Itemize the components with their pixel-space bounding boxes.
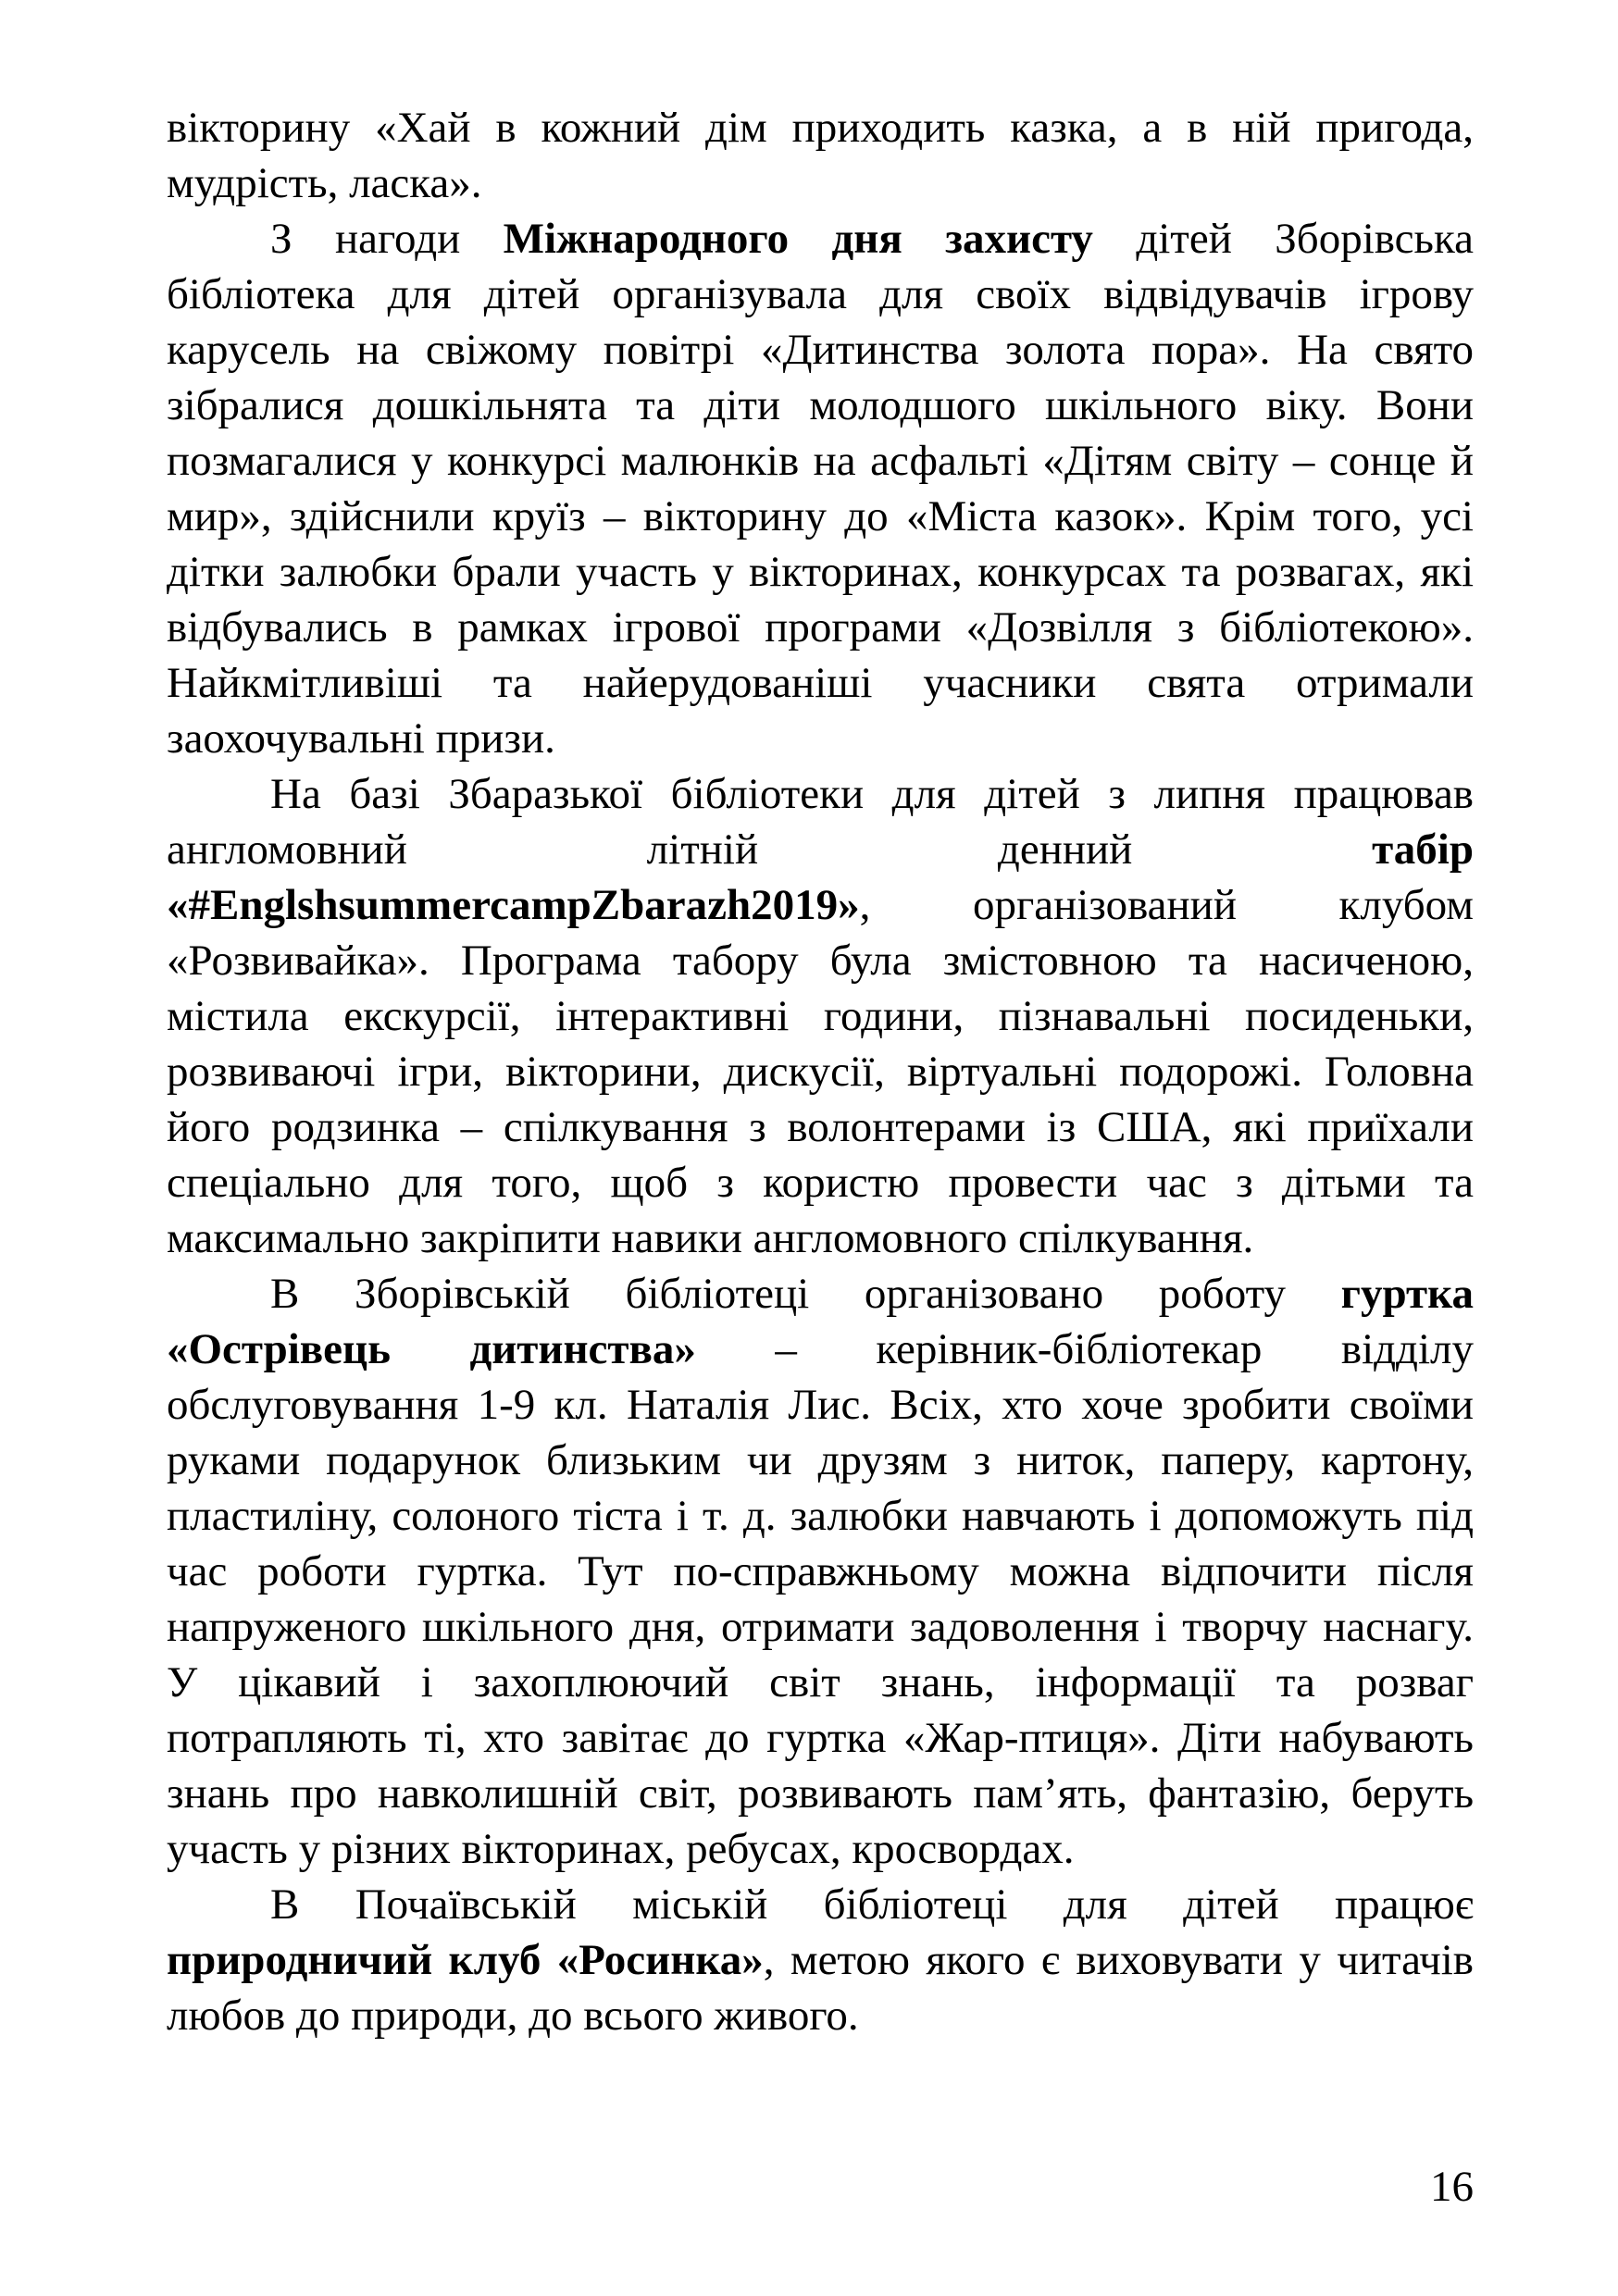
page-number: 16 — [1430, 2163, 1474, 2211]
paragraph-english-summer-camp — [167, 766, 1474, 1266]
paragraph-text: , організований клубом «Розвивайка». Програма табору була змістовною та насиченою, містила екскурсії, інтерактивні години, пізнавальні посиденьки, розвиваючі ігри, вікторини, дискусії, віртуальні подорожі. Головна його родзинка – спілкування з волонтерами із США, які приїхали спеціально для того, щоб з користю провести час з дітьми та максимально закріпити навики англомовного спілкування. — [167, 881, 1474, 1262]
paragraph-text: В Зборівській бібліотеці організовано роботу — [270, 1270, 1341, 1318]
paragraph-text: – керівник-бібліотекар відділу обслуговування 1-9 кл. Наталія Лис. Всіх, хто хоче зробити своїми руками подарунок близьким чи друзям з ниток, паперу, картону, пластиліну, солоного тіста і т. д. залюбки навчають і допоможуть під час роботи гуртка. Тут по-справжньому можна відпочити після напруженого шкільного дня, отримати задоволення і творчу наснагу. У цікавий і захоплюючий світ знань, інформації та розваг потрапляють ті, хто завітає до гуртка «Жар-птиця». Діти набувають знань про навколишній світ, розвивають пам’ять, фантазію, беруть участь у різних вікторинах, ребусах, кросвордах. — [167, 1325, 1474, 1873]
paragraph-text: дітей Зборівська бібліотека для дітей організувала для своїх відвідувачів ігрову карусель на свіжому повітрі «Дитинства золота пора». На свято зібралися дошкільнята та діти молодшого шкільного віку. Вони позмагалися у конкурсі малюнків на асфальті «Дітям світу – сонце й мир», здійснили круїз – вікторину до «Міста казок». Крім того, усі дітки залюбки брали участь у вікторинах, конкурсах та розвагах, які відбувались в рамках ігрової програми «Дозвілля з бібліотекою». Найкмітливіші та найерудованіші учасники свята отримали заохочувальні призи. — [167, 215, 1474, 763]
body-text — [167, 100, 1474, 2043]
bold-phrase: табір «#EnglshsummercampZbarazh2019» — [167, 825, 1474, 929]
paragraph-quiz-continuation — [167, 100, 1474, 211]
paragraph-text: На базі Збаразької бібліотеки для дітей з липня працював англомовний літній денний — [167, 770, 1474, 874]
bold-phrase: Міжнародного дня захисту — [503, 215, 1093, 263]
paragraph-text: З нагоди — [270, 215, 504, 263]
paragraph-rosynka-club — [167, 1877, 1474, 2043]
paragraph-ostrivets-club — [167, 1266, 1474, 1877]
paragraph-text: вікторину «Хай в кожний дім приходить казка, а в ній пригода, мудрість, ласка». — [167, 104, 1474, 207]
paragraph-text: В Почаївській міській бібліотеці для дітей працює — [270, 1880, 1474, 1929]
bold-phrase: гуртка «Острівець дитинства» — [167, 1270, 1474, 1373]
paragraph-children-protection-day — [167, 211, 1474, 766]
paragraph-text: , метою якого є виховувати у читачів любов до природи, до всього живого. — [167, 1936, 1474, 2040]
bold-phrase: природничий клуб «Росинка» — [167, 1936, 764, 1984]
